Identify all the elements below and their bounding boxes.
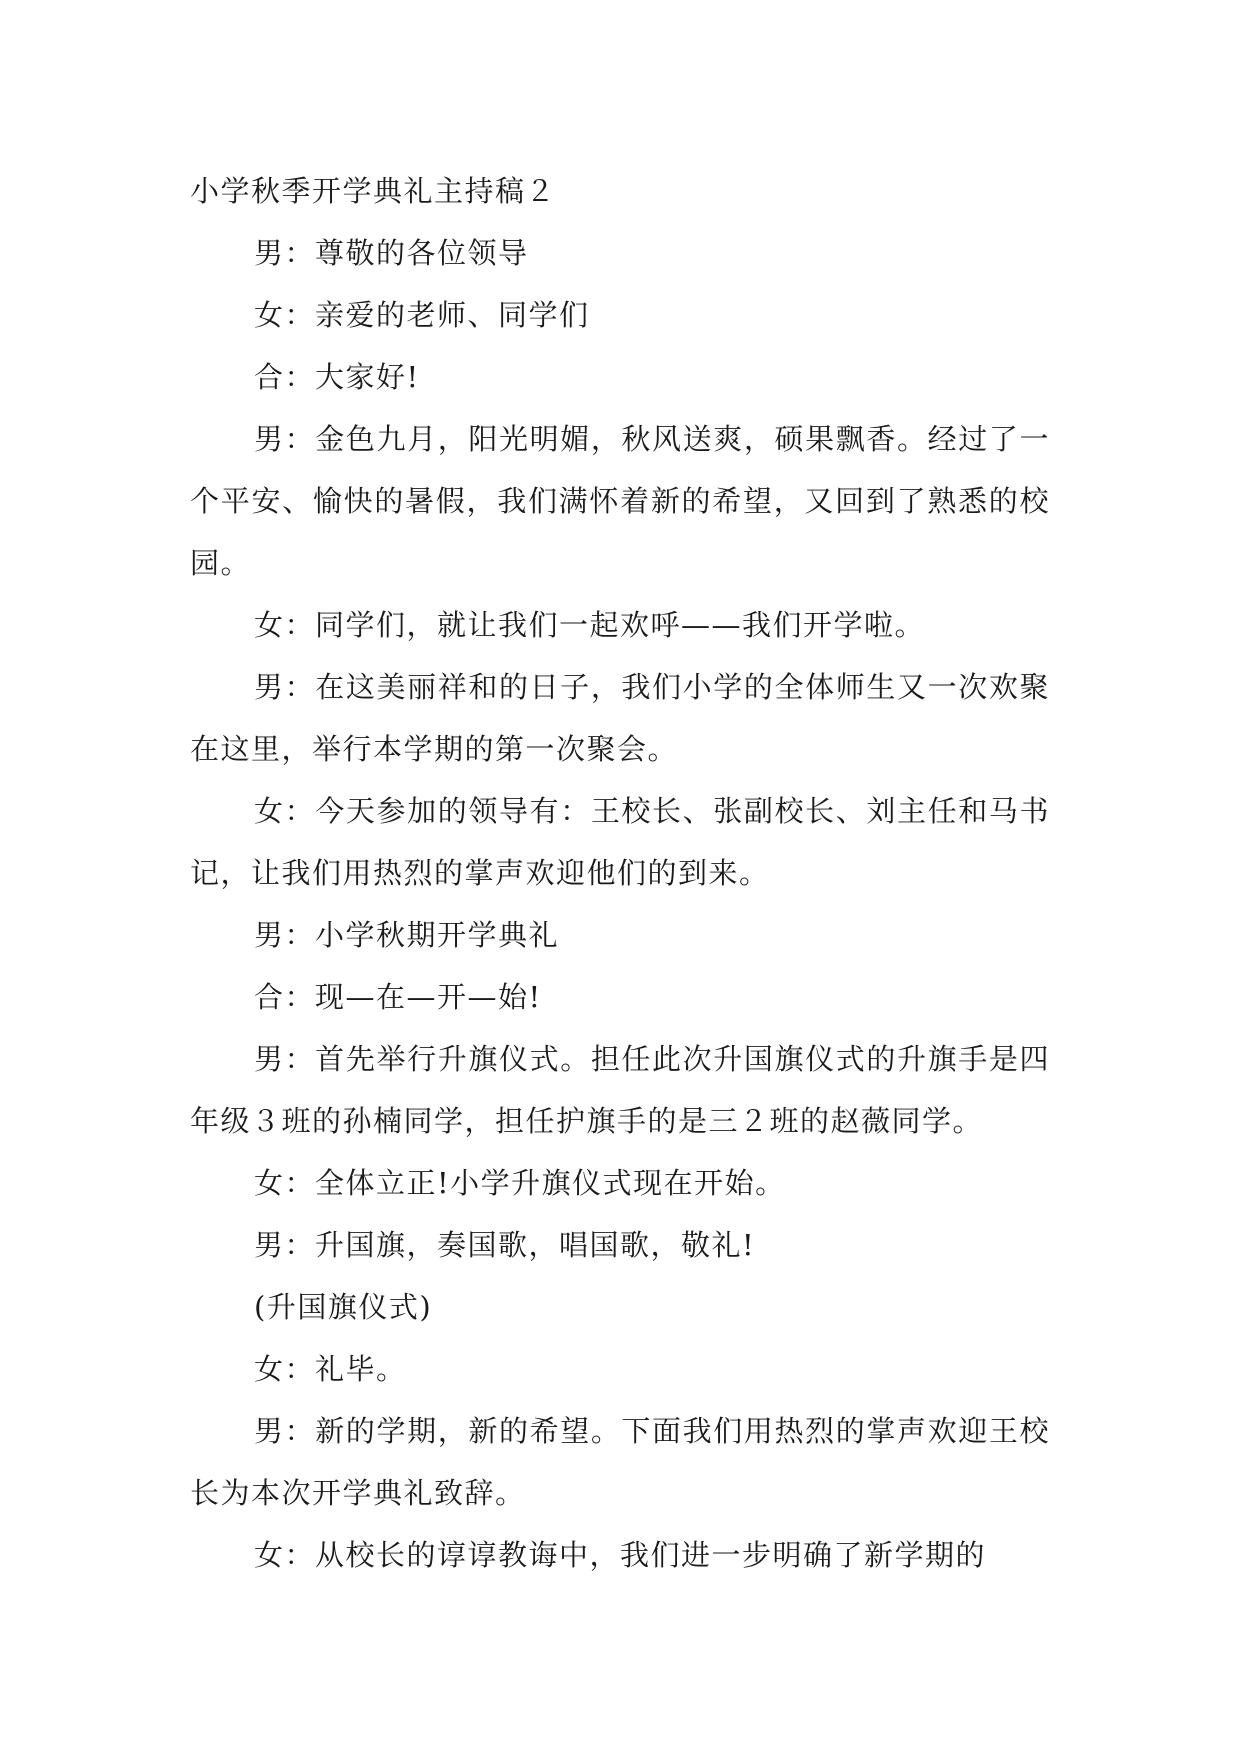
paragraph: 女：同学们，就让我们一起欢呼——我们开学啦。 [254, 608, 926, 642]
paragraph: 女：亲爱的老师、同学们 [254, 298, 590, 332]
paragraph: 男：金色九月，阳光明媚，秋风送爽，硕果飘香。经过了一个平安、愉快的暑假，我们满怀着新的希望，又回到了熟悉的校园。 [190, 422, 1050, 580]
paragraph: 合：大家好! [254, 360, 420, 394]
paragraph: 男：首先举行升旗仪式。担任此次升国旗仪式的升旗手是四年级３班的孙楠同学，担任护旗手的是三２班的赵薇同学。 [190, 1042, 1050, 1138]
document-title: 小学秋季开学典礼主持稿２ [190, 174, 557, 208]
document-body [190, 160, 1050, 1586]
paragraph: 男：升国旗，奏国歌，唱国歌，敬礼! [254, 1228, 756, 1262]
paragraph: 女：今天参加的领导有：王校长、张副校长、刘主任和马书记，让我们用热烈的掌声欢迎他们的到来。 [190, 794, 1050, 890]
paragraph: 男：新的学期，新的希望。下面我们用热烈的掌声欢迎王校长为本次开学典礼致辞。 [190, 1414, 1050, 1510]
paragraph: 合：现—在—开—始! [254, 980, 542, 1014]
paragraph: 男：在这美丽祥和的日子，我们小学的全体师生又一次欢聚在这里，举行本学期的第一次聚会。 [190, 670, 1050, 766]
paragraph: 男：小学秋期开学典礼 [254, 918, 560, 952]
paragraph: (升国旗仪式) [254, 1290, 433, 1324]
paragraph: 女：从校长的谆谆教诲中，我们进一步明确了新学期的 [254, 1538, 987, 1572]
paragraph: 女：全体立正!小学升旗仪式现在开始。 [254, 1166, 786, 1200]
paragraph: 女：礼毕。 [254, 1352, 407, 1386]
paragraph: 男：尊敬的各位领导 [254, 236, 529, 270]
